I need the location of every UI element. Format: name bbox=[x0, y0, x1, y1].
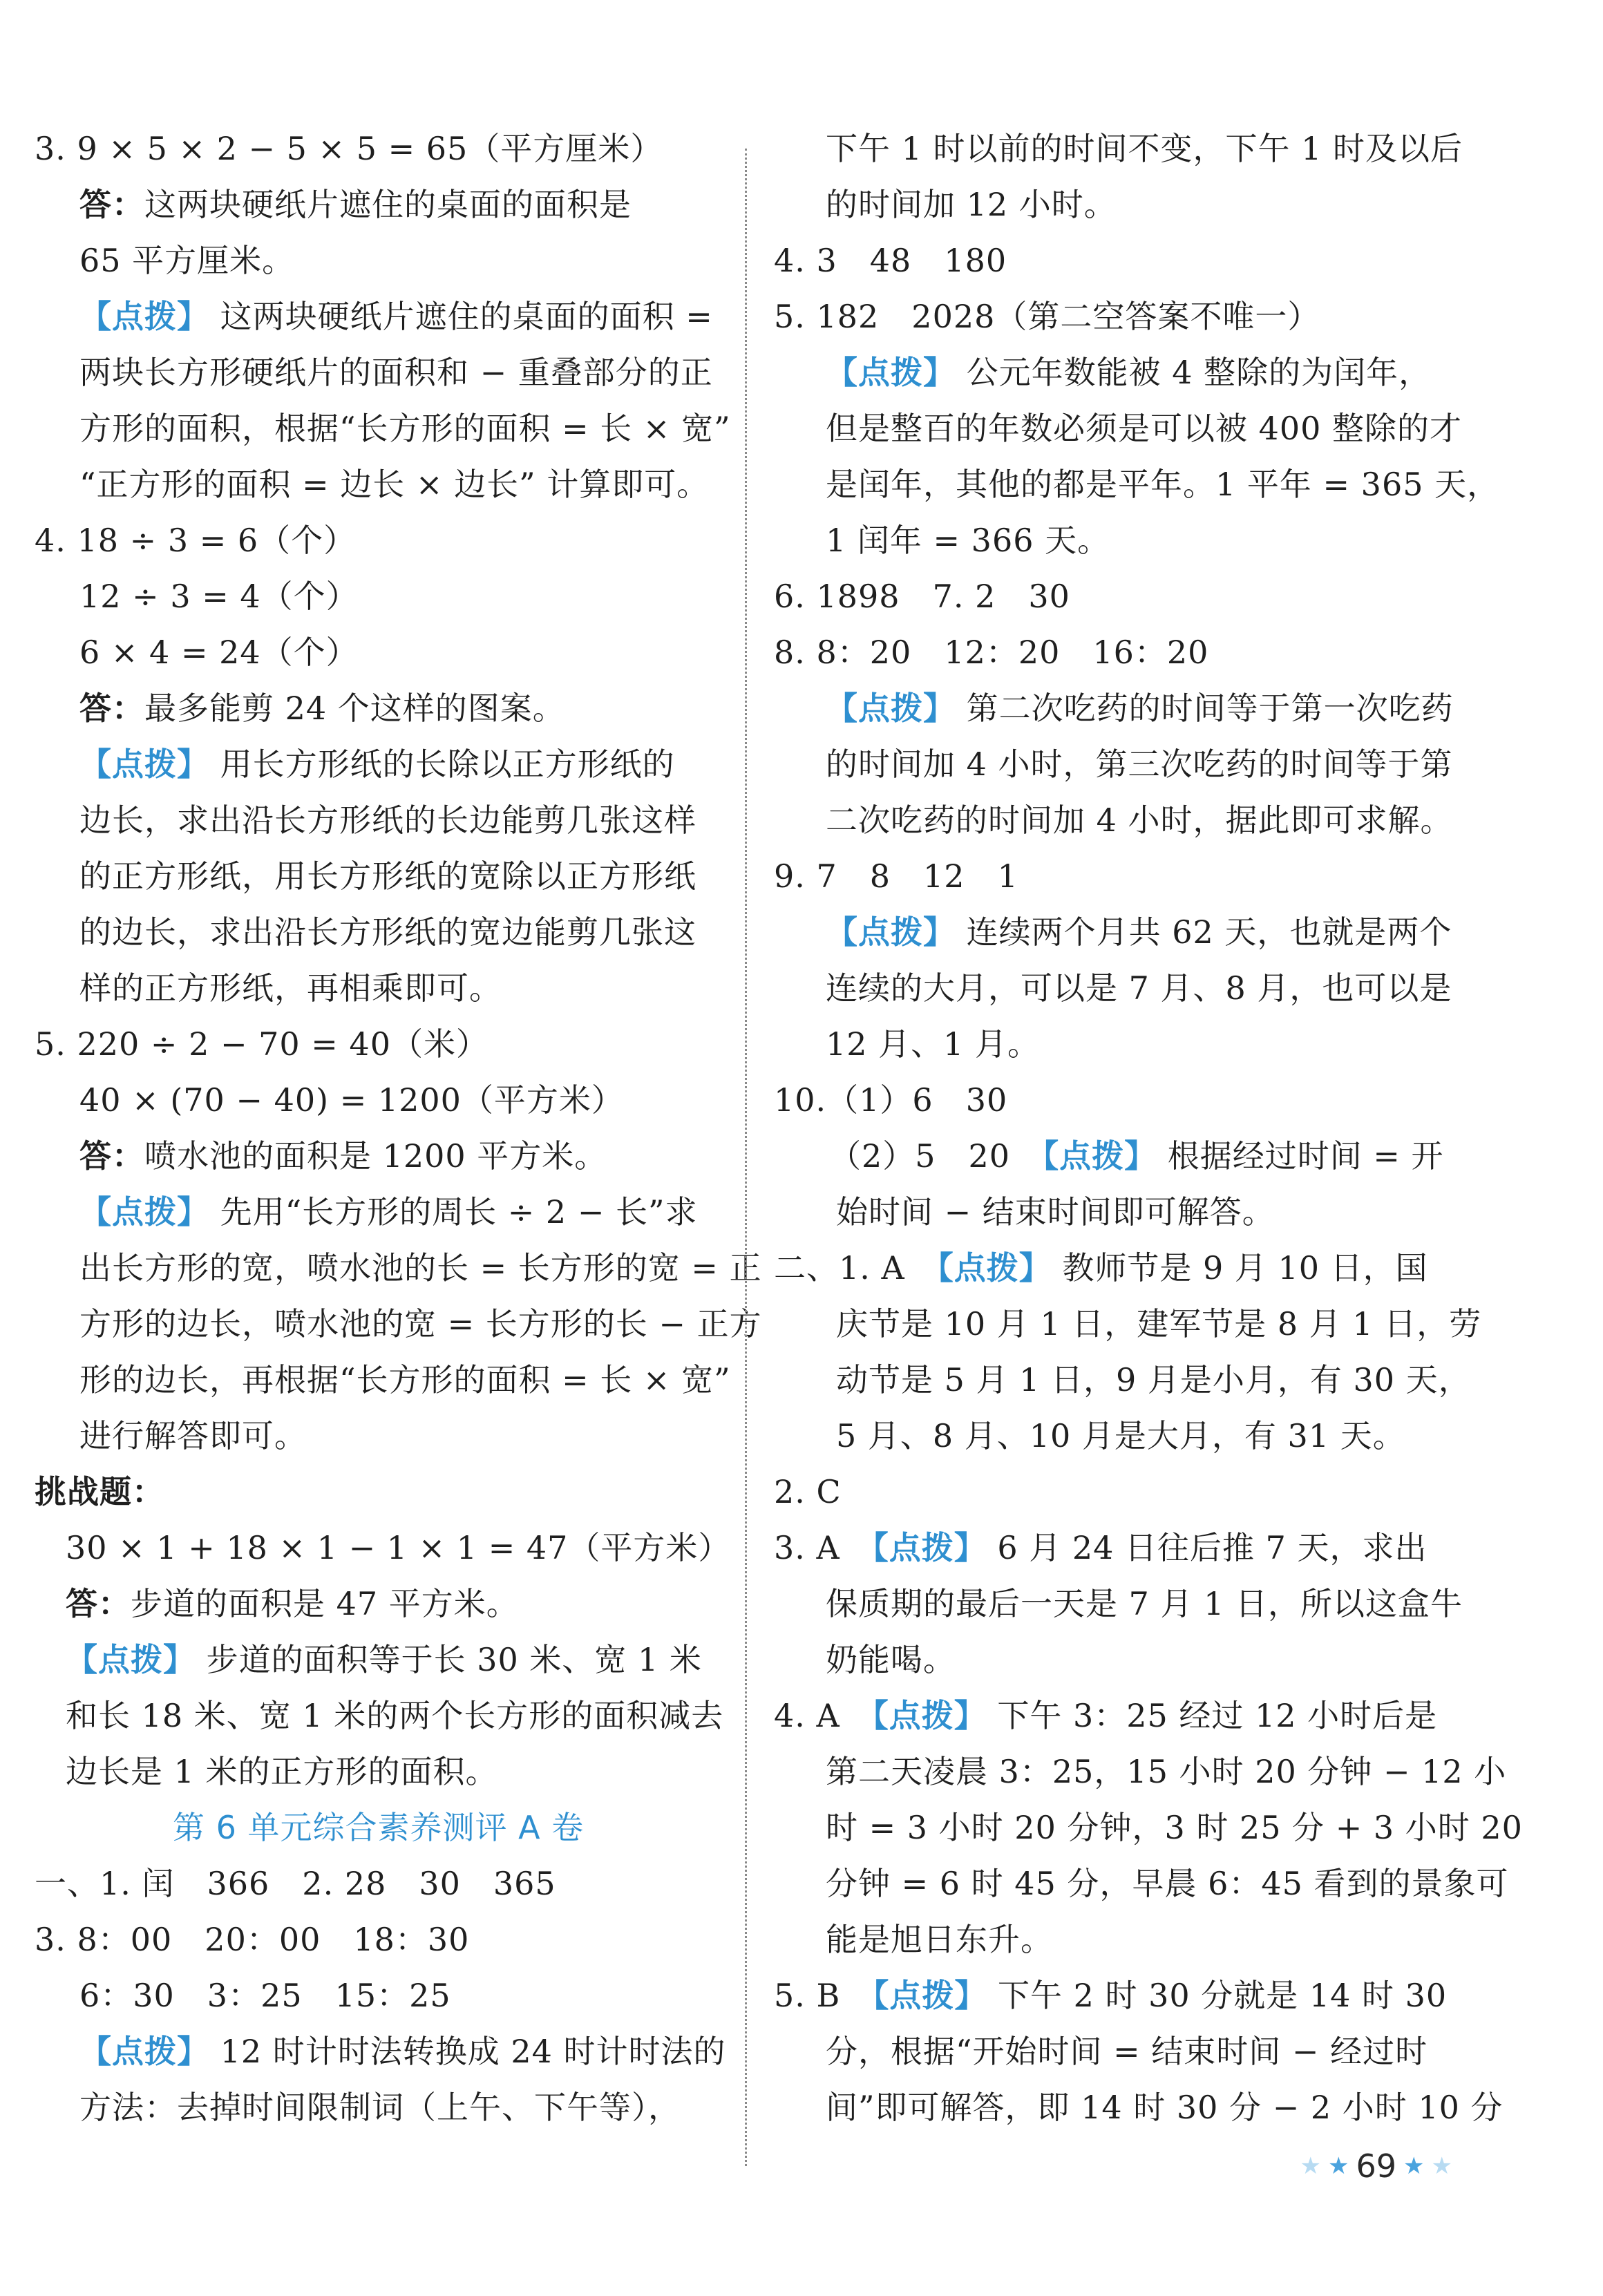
line-text: 6. 1898 7. 2 30 bbox=[774, 578, 1070, 615]
text-line bbox=[774, 296, 1320, 337]
section-title: 第 6 单元综合素养测评 A 卷 bbox=[173, 1809, 585, 1846]
line-text: 1 闰年 = 366 天。 bbox=[826, 522, 1110, 559]
line-text: 6 × 4 = 24（个） bbox=[79, 634, 359, 671]
line-text: 但是整百的年数必须是可以被 400 整除的才 bbox=[826, 410, 1463, 447]
text-line bbox=[826, 911, 1452, 953]
text-line bbox=[79, 743, 675, 785]
line-text: 公元年数能被 4 整除的为闰年， bbox=[956, 354, 1432, 391]
line-text: 这两块硬纸片遮住的桌面的面积是 bbox=[144, 186, 632, 223]
text-line bbox=[826, 743, 1453, 785]
line-text: 4. 18 ÷ 3 = 6（个） bbox=[35, 522, 357, 559]
text-line bbox=[79, 464, 709, 505]
line-text: 方法：去掉时间限制词（上午、下午等）， bbox=[79, 2089, 681, 2126]
text-line bbox=[826, 1863, 1509, 1904]
star-icon: ★ bbox=[1431, 2152, 1452, 2180]
text-line bbox=[35, 1919, 469, 1960]
text-line bbox=[836, 1415, 1405, 1457]
text-line bbox=[79, 911, 696, 953]
star-icon: ★ bbox=[1403, 2152, 1425, 2180]
line-text: 连续的大月，可以是 7 月、8 月，也可以是 bbox=[826, 969, 1452, 1007]
line-text: 进行解答即可。 bbox=[79, 1417, 307, 1454]
text-line bbox=[35, 128, 663, 169]
line-text: 12 ÷ 3 = 4（个） bbox=[79, 578, 359, 615]
text-line bbox=[66, 1527, 730, 1568]
text-line bbox=[774, 1695, 1437, 1736]
text-line bbox=[79, 687, 565, 729]
text-line bbox=[774, 1247, 1428, 1289]
text-line bbox=[774, 1527, 1427, 1568]
text-line bbox=[79, 1135, 607, 1177]
hint-label: 【点拨】 bbox=[826, 913, 956, 951]
line-text: 12 月、1 月。 bbox=[826, 1025, 1041, 1063]
right-column bbox=[750, 0, 1603, 2296]
text-line bbox=[836, 1303, 1481, 1345]
text-line bbox=[826, 1751, 1506, 1792]
line-text: 4. 3 48 180 bbox=[774, 242, 1007, 279]
line-text: 10.（1）6 30 bbox=[774, 1081, 1008, 1119]
text-line bbox=[774, 1079, 1007, 1121]
text-line bbox=[826, 1639, 956, 1680]
answer-label: 答： bbox=[79, 186, 144, 223]
hint-label: 【点拨】 bbox=[826, 690, 956, 727]
line-text: （2）5 20 bbox=[829, 1137, 1043, 1175]
text-line bbox=[35, 520, 356, 561]
text-line bbox=[826, 408, 1462, 449]
line-text: 12 时计时法转换成 24 时计时法的 bbox=[209, 2033, 726, 2070]
hint-label: 【点拨】 bbox=[826, 354, 956, 391]
page-number-area bbox=[1300, 2147, 1452, 2185]
line-text: 下午 3：25 经过 12 小时后是 bbox=[986, 1697, 1438, 1734]
line-text: 8. 8：20 12：20 16：20 bbox=[774, 634, 1209, 671]
text-line bbox=[826, 1807, 1523, 1848]
text-line bbox=[66, 1751, 498, 1792]
line-text: “正方形的面积 = 边长 × 边长” 计算即可。 bbox=[79, 466, 710, 503]
text-line bbox=[836, 1359, 1471, 1401]
line-text: 边长是 1 米的正方形的面积。 bbox=[66, 1753, 498, 1790]
line-text: 下午 2 时 30 分就是 14 时 30 bbox=[987, 1977, 1448, 2014]
line-text: 步道的面积是 47 平方米。 bbox=[131, 1585, 519, 1622]
line-text: 喷水池的面积是 1200 平方米。 bbox=[144, 1137, 607, 1175]
text-line bbox=[35, 1863, 556, 1904]
line-text: 用长方形纸的长除以正方形纸的 bbox=[209, 746, 675, 783]
line-text: 奶能喝。 bbox=[826, 1641, 956, 1678]
line-text: 5. 220 ÷ 2 − 70 = 40（米） bbox=[35, 1025, 489, 1063]
line-text: 和长 18 米、宽 1 米的两个长方形的面积减去 bbox=[66, 1697, 724, 1734]
star-icon: ★ bbox=[1328, 2152, 1349, 2180]
line-text: 形的边长，再根据“长方形的面积 = 长 × 宽” bbox=[79, 1361, 731, 1398]
text-line bbox=[79, 576, 359, 617]
text-line bbox=[826, 687, 1454, 729]
text-line bbox=[826, 352, 1431, 393]
line-text: 6 月 24 日往后推 7 天，求出 bbox=[986, 1529, 1427, 1566]
line-text: 出长方形的宽，喷水池的长 = 长方形的宽 = 正 bbox=[79, 1249, 762, 1287]
text-line bbox=[79, 352, 713, 393]
line-text: 5 月、8 月、10 月是大月，有 31 天。 bbox=[836, 1417, 1405, 1454]
line-text: 二、1. A bbox=[774, 1249, 938, 1287]
line-text: 这两块硬纸片遮住的桌面的面积 = bbox=[209, 298, 713, 335]
text-line bbox=[826, 520, 1110, 561]
text-line bbox=[826, 799, 1453, 841]
line-text: 3. 9 × 5 × 2 − 5 × 5 = 65（平方厘米） bbox=[35, 130, 663, 167]
line-text: 方形的面积，根据“长方形的面积 = 长 × 宽” bbox=[79, 410, 731, 447]
text-line bbox=[79, 1079, 624, 1121]
line-text: 分钟 = 6 时 45 分，早晨 6：45 看到的景象可 bbox=[826, 1865, 1509, 1902]
line-text: 的边长，求出沿长方形纸的宽边能剪几张这 bbox=[79, 913, 696, 951]
line-text: 40 × (70 − 40) = 1200（平方米） bbox=[79, 1081, 624, 1119]
text-line bbox=[79, 184, 632, 225]
line-text: 第二次吃药的时间等于第一次吃药 bbox=[956, 690, 1454, 727]
line-text: 30 × 1 + 18 × 1 − 1 × 1 = 47（平方米） bbox=[66, 1529, 731, 1566]
text-line bbox=[826, 128, 1463, 169]
text-line bbox=[66, 1695, 723, 1736]
line-text: 2. C bbox=[774, 1473, 842, 1510]
line-text: 样的正方形纸，再相乘即可。 bbox=[79, 969, 502, 1007]
hint-label: 【点拨】 bbox=[1043, 1137, 1157, 1175]
line-text: 时 = 3 小时 20 分钟，3 时 25 分 + 3 小时 20 bbox=[826, 1809, 1523, 1846]
text-line bbox=[774, 1975, 1447, 2016]
hint-label: 【点拨】 bbox=[872, 1529, 987, 1566]
hint-label: 【点拨】 bbox=[937, 1249, 1052, 1287]
line-text: 保质期的最后一天是 7 月 1 日，所以这盒牛 bbox=[826, 1585, 1463, 1622]
line-text: 方形的边长，喷水池的宽 = 长方形的长 − 正方 bbox=[79, 1305, 762, 1343]
text-line bbox=[79, 2087, 681, 2128]
line-text: 根据经过时间 = 开 bbox=[1157, 1137, 1444, 1175]
text-line bbox=[774, 576, 1070, 617]
text-line bbox=[35, 1471, 164, 1512]
line-text: 分，根据“开始时间 = 结束时间 − 经过时 bbox=[826, 2033, 1428, 2070]
text-line bbox=[79, 296, 713, 337]
line-text: 4. A bbox=[774, 1697, 873, 1734]
line-text: 下午 1 时以前的时间不变，下午 1 时及以后 bbox=[826, 130, 1463, 167]
line-text: 一、1. 闰 366 2. 28 30 365 bbox=[35, 1865, 556, 1902]
answer-label: 答： bbox=[79, 690, 144, 727]
line-text: 教师节是 9 月 10 日，国 bbox=[1051, 1249, 1428, 1287]
line-text: 6：30 3：25 15：25 bbox=[79, 1977, 451, 2014]
line-text: 5. 182 2028（第二空答案不唯一） bbox=[774, 298, 1320, 335]
text-line bbox=[79, 1359, 731, 1401]
line-text: 的正方形纸，用长方形纸的宽除以正方形纸 bbox=[79, 857, 696, 895]
text-line bbox=[79, 632, 359, 673]
line-text: 庆节是 10 月 1 日，建军节是 8 月 1 日，劳 bbox=[836, 1305, 1482, 1343]
hint-label: 【点拨】 bbox=[66, 1641, 196, 1678]
text-line bbox=[79, 855, 696, 897]
line-text: 动节是 5 月 1 日，9 月是小月，有 30 天， bbox=[836, 1361, 1471, 1398]
text-line bbox=[826, 184, 1117, 225]
text-line bbox=[79, 408, 731, 449]
left-column bbox=[0, 0, 762, 2296]
line-text: 第二天凌晨 3：25，15 小时 20 分钟 − 12 小 bbox=[826, 1753, 1507, 1790]
text-line bbox=[836, 1191, 1275, 1233]
text-line bbox=[79, 1975, 451, 2016]
text-line bbox=[173, 1807, 584, 1848]
answer-label: 答： bbox=[66, 1585, 131, 1622]
text-line bbox=[774, 855, 1018, 897]
line-text: 二次吃药的时间加 4 小时，据此即可求解。 bbox=[826, 801, 1453, 839]
text-line bbox=[774, 1471, 842, 1512]
hint-label: 【点拨】 bbox=[79, 1193, 209, 1231]
line-text: 9. 7 8 12 1 bbox=[774, 857, 1018, 895]
page-number: 69 bbox=[1356, 2147, 1397, 2185]
text-line bbox=[774, 240, 1007, 281]
hint-label: 【点拨】 bbox=[872, 1697, 987, 1734]
text-line bbox=[79, 1247, 762, 1289]
text-line bbox=[66, 1639, 702, 1680]
text-line bbox=[66, 1583, 519, 1624]
line-text: 3. 8：00 20：00 18：30 bbox=[35, 1921, 470, 1958]
line-text: 连续两个月共 62 天，也就是两个 bbox=[956, 913, 1452, 951]
text-line bbox=[826, 2031, 1427, 2072]
column-divider bbox=[745, 149, 747, 2166]
line-text: 始时间 − 结束时间即可解答。 bbox=[836, 1193, 1275, 1231]
line-text: 步道的面积等于长 30 米、宽 1 米 bbox=[196, 1641, 702, 1678]
line-text: 边长，求出沿长方形纸的长边能剪几张这样 bbox=[79, 801, 696, 839]
text-line bbox=[829, 1135, 1444, 1177]
line-text: 5. B bbox=[774, 1977, 873, 2014]
text-line bbox=[35, 1023, 489, 1065]
star-icon: ★ bbox=[1300, 2152, 1321, 2180]
line-text: 的时间加 4 小时，第三次吃药的时间等于第 bbox=[826, 746, 1453, 783]
text-line bbox=[79, 1303, 762, 1345]
line-text: 先用“长方形的周长 ÷ 2 − 长”求 bbox=[209, 1193, 698, 1231]
line-text: 的时间加 12 小时。 bbox=[826, 186, 1117, 223]
hint-label: 【点拨】 bbox=[873, 1977, 987, 2014]
text-line bbox=[826, 2087, 1504, 2128]
line-text: 两块长方形硬纸片的面积和 − 重叠部分的正 bbox=[79, 354, 713, 391]
line-text: 间”即可解答，即 14 时 30 分 − 2 小时 10 分 bbox=[826, 2089, 1504, 2126]
text-line bbox=[774, 632, 1208, 673]
answer-label: 答： bbox=[79, 1137, 144, 1175]
answer-label: 挑战题： bbox=[35, 1473, 164, 1510]
line-text: 最多能剪 24 个这样的图案。 bbox=[144, 690, 565, 727]
text-line bbox=[79, 2031, 726, 2072]
hint-label: 【点拨】 bbox=[79, 298, 209, 335]
text-line bbox=[79, 799, 696, 841]
text-line bbox=[79, 1191, 698, 1233]
text-line bbox=[826, 1583, 1463, 1624]
line-text: 3. A bbox=[774, 1529, 873, 1566]
line-text: 是闰年，其他的都是平年。1 平年 = 365 天， bbox=[826, 466, 1500, 503]
text-line bbox=[79, 967, 502, 1009]
hint-label: 【点拨】 bbox=[79, 746, 209, 783]
text-line bbox=[79, 240, 294, 281]
text-line bbox=[826, 1919, 1053, 1960]
text-line bbox=[826, 1023, 1040, 1065]
text-line bbox=[79, 1415, 307, 1457]
text-line bbox=[826, 464, 1499, 505]
line-text: 能是旭日东升。 bbox=[826, 1921, 1053, 1958]
line-text: 65 平方厘米。 bbox=[79, 242, 295, 279]
hint-label: 【点拨】 bbox=[79, 2033, 209, 2070]
text-line bbox=[826, 967, 1452, 1009]
